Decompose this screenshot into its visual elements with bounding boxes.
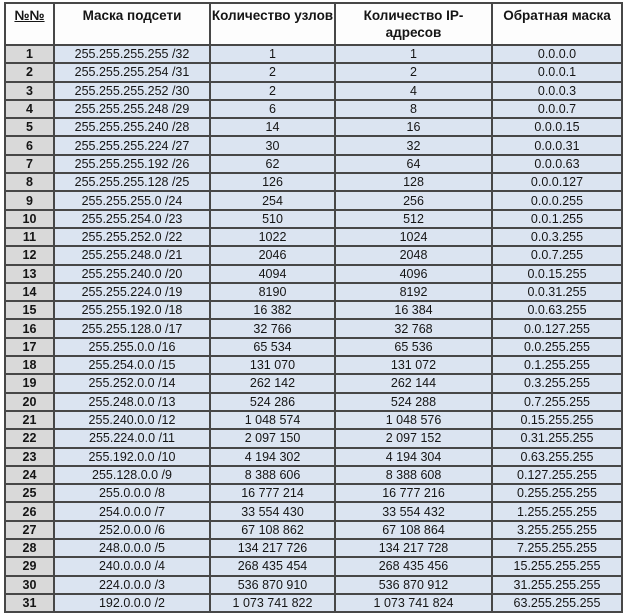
cell-ips: 2 — [335, 63, 492, 81]
cell-mask: 255.255.224.0 /19 — [54, 283, 210, 301]
cell-num: 1 — [5, 45, 54, 63]
table-row — [5, 411, 622, 429]
cell-wildcard: 7.255.255.255 — [492, 539, 622, 557]
cell-ips: 16 777 216 — [335, 484, 492, 502]
cell-num: 2 — [5, 63, 54, 81]
cell-ips: 128 — [335, 173, 492, 191]
col-header-ips-label: Количество IP-адресов — [363, 8, 464, 40]
cell-hosts: 134 217 726 — [210, 539, 335, 557]
cell-hosts: 30 — [210, 136, 335, 154]
cell-wildcard: 0.0.0.15 — [492, 118, 622, 136]
cell-num: 29 — [5, 557, 54, 575]
cell-mask: 255.128.0.0 /9 — [54, 466, 210, 484]
cell-ips: 32 — [335, 136, 492, 154]
cell-num: 30 — [5, 576, 54, 594]
cell-ips: 1 048 576 — [335, 411, 492, 429]
cell-wildcard: 0.3.255.255 — [492, 374, 622, 392]
cell-hosts: 2046 — [210, 246, 335, 264]
cell-hosts: 8190 — [210, 283, 335, 301]
cell-ips: 524 288 — [335, 393, 492, 411]
cell-ips: 2048 — [335, 246, 492, 264]
cell-num: 14 — [5, 283, 54, 301]
cell-num: 10 — [5, 210, 54, 228]
cell-wildcard: 0.0.0.3 — [492, 82, 622, 100]
cell-wildcard: 0.0.127.255 — [492, 319, 622, 337]
cell-num: 22 — [5, 429, 54, 447]
cell-mask: 255.255.0.0 /16 — [54, 338, 210, 356]
cell-ips: 262 144 — [335, 374, 492, 392]
cell-num: 19 — [5, 374, 54, 392]
table-row — [5, 576, 622, 594]
cell-mask: 255.255.128.0 /17 — [54, 319, 210, 337]
cell-hosts: 8 388 606 — [210, 466, 335, 484]
cell-hosts: 1 073 741 822 — [210, 594, 335, 612]
cell-hosts: 6 — [210, 100, 335, 118]
cell-num: 6 — [5, 136, 54, 154]
cell-mask: 255.255.255.252 /30 — [54, 82, 210, 100]
cell-wildcard: 0.0.1.255 — [492, 210, 622, 228]
cell-ips: 1 — [335, 45, 492, 63]
cell-wildcard: 1.255.255.255 — [492, 502, 622, 520]
table-row — [5, 356, 622, 374]
cell-wildcard: 0.0.0.1 — [492, 63, 622, 81]
cell-mask: 255.255.254.0 /23 — [54, 210, 210, 228]
table-row — [5, 466, 622, 484]
cell-wildcard: 0.0.15.255 — [492, 265, 622, 283]
cell-wildcard: 0.0.3.255 — [492, 228, 622, 246]
col-header-wildcard — [492, 3, 622, 45]
cell-wildcard: 0.0.63.255 — [492, 301, 622, 319]
cell-num: 11 — [5, 228, 54, 246]
table-row — [5, 374, 622, 392]
cell-num: 9 — [5, 191, 54, 209]
cell-ips: 268 435 456 — [335, 557, 492, 575]
cell-ips: 8192 — [335, 283, 492, 301]
table-row — [5, 191, 622, 209]
cell-num: 17 — [5, 338, 54, 356]
cell-ips: 67 108 864 — [335, 521, 492, 539]
cell-wildcard: 63.255.255.255 — [492, 594, 622, 612]
cell-hosts: 65 534 — [210, 338, 335, 356]
cell-num: 20 — [5, 393, 54, 411]
cell-ips: 8 — [335, 100, 492, 118]
cell-hosts: 4 194 302 — [210, 448, 335, 466]
cell-mask: 224.0.0.0 /3 — [54, 576, 210, 594]
cell-ips: 2 097 152 — [335, 429, 492, 447]
cell-mask: 255.255.255.255 /32 — [54, 45, 210, 63]
cell-hosts: 510 — [210, 210, 335, 228]
table-row — [5, 448, 622, 466]
cell-mask: 255.255.255.254 /31 — [54, 63, 210, 81]
cell-mask: 255.255.255.0 /24 — [54, 191, 210, 209]
cell-ips: 4096 — [335, 265, 492, 283]
cell-ips: 134 217 728 — [335, 539, 492, 557]
col-header-wildcard-label: Обратная маска — [503, 8, 611, 23]
cell-mask: 240.0.0.0 /4 — [54, 557, 210, 575]
cell-num: 31 — [5, 594, 54, 612]
cell-num: 25 — [5, 484, 54, 502]
cell-hosts: 536 870 910 — [210, 576, 335, 594]
table-row — [5, 338, 622, 356]
table-row — [5, 319, 622, 337]
cell-ips: 16 — [335, 118, 492, 136]
table-row — [5, 521, 622, 539]
cell-num: 23 — [5, 448, 54, 466]
cell-hosts: 2 — [210, 63, 335, 81]
cell-wildcard: 0.0.0.63 — [492, 155, 622, 173]
cell-ips: 4 — [335, 82, 492, 100]
cell-wildcard: 0.7.255.255 — [492, 393, 622, 411]
cell-mask: 255.192.0.0 /10 — [54, 448, 210, 466]
cell-mask: 255.248.0.0 /13 — [54, 393, 210, 411]
cell-mask: 255.255.252.0 /22 — [54, 228, 210, 246]
cell-num: 3 — [5, 82, 54, 100]
cell-hosts: 524 286 — [210, 393, 335, 411]
cell-wildcard: 0.255.255.255 — [492, 484, 622, 502]
cell-num: 15 — [5, 301, 54, 319]
cell-ips: 32 768 — [335, 319, 492, 337]
cell-mask: 255.255.255.128 /25 — [54, 173, 210, 191]
cell-num: 5 — [5, 118, 54, 136]
table-row — [5, 539, 622, 557]
table-row — [5, 45, 622, 63]
cell-mask: 254.0.0.0 /7 — [54, 502, 210, 520]
col-header-mask — [54, 3, 210, 45]
cell-wildcard: 0.0.0.7 — [492, 100, 622, 118]
col-header-num — [5, 3, 54, 45]
cell-wildcard: 15.255.255.255 — [492, 557, 622, 575]
cell-mask: 255.240.0.0 /12 — [54, 411, 210, 429]
cell-num: 28 — [5, 539, 54, 557]
cell-hosts: 32 766 — [210, 319, 335, 337]
cell-wildcard: 31.255.255.255 — [492, 576, 622, 594]
cell-hosts: 254 — [210, 191, 335, 209]
table-row — [5, 594, 622, 612]
cell-num: 21 — [5, 411, 54, 429]
cell-wildcard: 0.0.0.255 — [492, 191, 622, 209]
col-header-hosts-label: Количество узлов — [211, 8, 334, 23]
cell-hosts: 268 435 454 — [210, 557, 335, 575]
table-row — [5, 118, 622, 136]
cell-num: 24 — [5, 466, 54, 484]
table-row — [5, 173, 622, 191]
cell-hosts: 33 554 430 — [210, 502, 335, 520]
cell-ips: 4 194 304 — [335, 448, 492, 466]
cell-mask: 255.255.255.192 /26 — [54, 155, 210, 173]
col-header-ips — [335, 3, 492, 45]
cell-wildcard: 3.255.255.255 — [492, 521, 622, 539]
table-row — [5, 246, 622, 264]
cell-wildcard: 0.31.255.255 — [492, 429, 622, 447]
header-row — [5, 3, 622, 45]
table-row — [5, 484, 622, 502]
table-row — [5, 82, 622, 100]
cell-mask: 255.224.0.0 /11 — [54, 429, 210, 447]
cell-ips: 64 — [335, 155, 492, 173]
cell-hosts: 14 — [210, 118, 335, 136]
cell-mask: 255.255.255.240 /28 — [54, 118, 210, 136]
table-row — [5, 301, 622, 319]
cell-num: 18 — [5, 356, 54, 374]
table-body — [5, 45, 622, 612]
cell-hosts: 4094 — [210, 265, 335, 283]
cell-num: 26 — [5, 502, 54, 520]
table-row — [5, 100, 622, 118]
cell-ips: 33 554 432 — [335, 502, 492, 520]
cell-hosts: 2 097 150 — [210, 429, 335, 447]
table-row — [5, 210, 622, 228]
cell-num: 8 — [5, 173, 54, 191]
table-row — [5, 228, 622, 246]
cell-wildcard: 0.0.7.255 — [492, 246, 622, 264]
cell-mask: 255.255.240.0 /20 — [54, 265, 210, 283]
cell-ips: 536 870 912 — [335, 576, 492, 594]
cell-hosts: 2 — [210, 82, 335, 100]
table-row — [5, 393, 622, 411]
cell-ips: 65 536 — [335, 338, 492, 356]
table-row — [5, 63, 622, 81]
cell-mask: 255.0.0.0 /8 — [54, 484, 210, 502]
cell-hosts: 67 108 862 — [210, 521, 335, 539]
subnet-mask-table — [4, 2, 623, 613]
cell-num: 12 — [5, 246, 54, 264]
cell-hosts: 262 142 — [210, 374, 335, 392]
cell-ips: 16 384 — [335, 301, 492, 319]
cell-mask: 255.255.255.248 /29 — [54, 100, 210, 118]
cell-mask: 248.0.0.0 /5 — [54, 539, 210, 557]
col-header-hosts — [210, 3, 335, 45]
cell-ips: 1 073 741 824 — [335, 594, 492, 612]
cell-ips: 131 072 — [335, 356, 492, 374]
table-row — [5, 557, 622, 575]
table-row — [5, 502, 622, 520]
cell-hosts: 62 — [210, 155, 335, 173]
cell-hosts: 131 070 — [210, 356, 335, 374]
cell-mask: 255.255.192.0 /18 — [54, 301, 210, 319]
cell-mask: 255.254.0.0 /15 — [54, 356, 210, 374]
cell-wildcard: 0.1.255.255 — [492, 356, 622, 374]
cell-ips: 512 — [335, 210, 492, 228]
cell-wildcard: 0.15.255.255 — [492, 411, 622, 429]
cell-num: 4 — [5, 100, 54, 118]
cell-mask: 255.255.255.224 /27 — [54, 136, 210, 154]
table-row — [5, 265, 622, 283]
cell-mask: 252.0.0.0 /6 — [54, 521, 210, 539]
cell-num: 27 — [5, 521, 54, 539]
cell-wildcard: 0.0.0.31 — [492, 136, 622, 154]
cell-hosts: 1 — [210, 45, 335, 63]
cell-ips: 8 388 608 — [335, 466, 492, 484]
col-header-num-label: №№ — [14, 8, 45, 23]
cell-ips: 1024 — [335, 228, 492, 246]
table-row — [5, 136, 622, 154]
cell-hosts: 1022 — [210, 228, 335, 246]
cell-num: 13 — [5, 265, 54, 283]
cell-wildcard: 0.0.255.255 — [492, 338, 622, 356]
cell-hosts: 16 382 — [210, 301, 335, 319]
cell-ips: 256 — [335, 191, 492, 209]
table-row — [5, 283, 622, 301]
cell-hosts: 1 048 574 — [210, 411, 335, 429]
cell-num: 16 — [5, 319, 54, 337]
cell-wildcard: 0.0.31.255 — [492, 283, 622, 301]
table-header — [5, 3, 622, 45]
cell-wildcard: 0.0.0.0 — [492, 45, 622, 63]
cell-hosts: 126 — [210, 173, 335, 191]
cell-mask: 255.255.248.0 /21 — [54, 246, 210, 264]
cell-wildcard: 0.127.255.255 — [492, 466, 622, 484]
table-row — [5, 429, 622, 447]
cell-num: 7 — [5, 155, 54, 173]
cell-hosts: 16 777 214 — [210, 484, 335, 502]
cell-wildcard: 0.63.255.255 — [492, 448, 622, 466]
cell-wildcard: 0.0.0.127 — [492, 173, 622, 191]
col-header-mask-label: Маска подсети — [82, 8, 182, 23]
cell-mask: 255.252.0.0 /14 — [54, 374, 210, 392]
table-row — [5, 155, 622, 173]
cell-mask: 192.0.0.0 /2 — [54, 594, 210, 612]
